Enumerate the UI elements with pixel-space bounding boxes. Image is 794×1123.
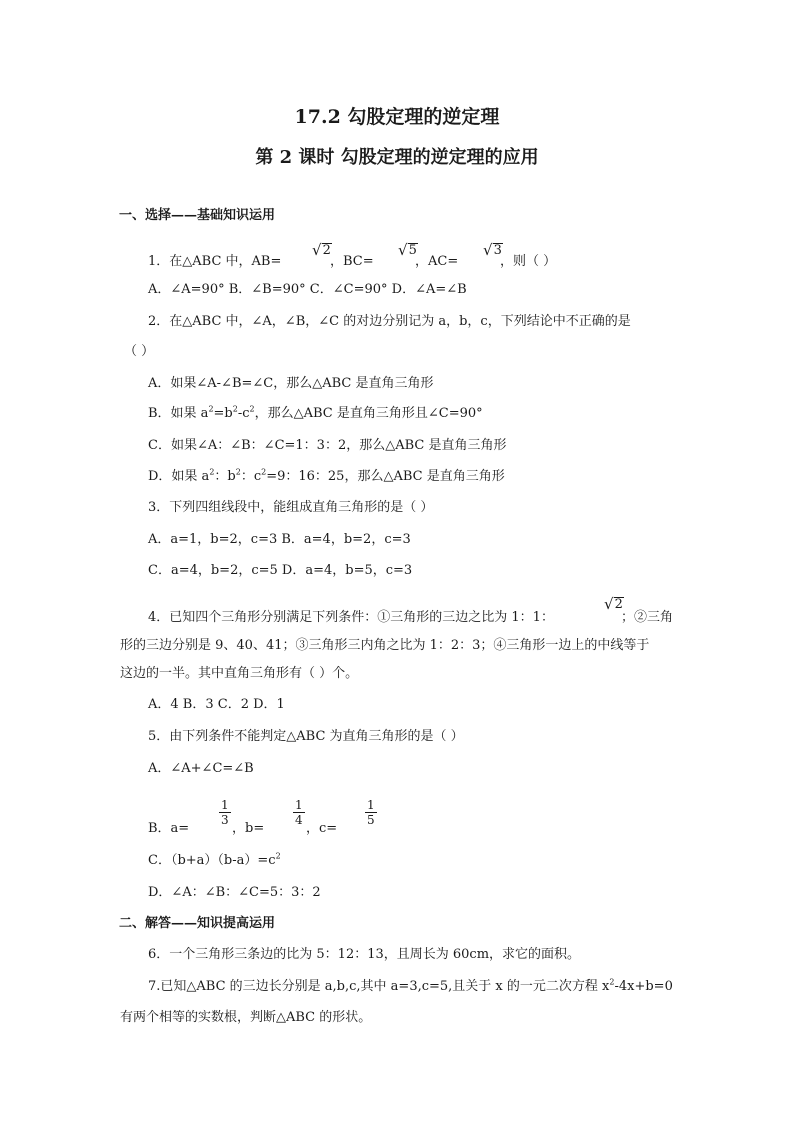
fraction-one-third: $\frac{1}{3}$ — [221, 798, 229, 827]
q2-stem: 2．在△ABC 中，∠A，∠B，∠C 的对边分别记为 a，b，c，下列结论中不正确的是 — [148, 314, 631, 329]
q4-line3: 这边的一半。其中直角三角形有（ ）个。 — [120, 666, 359, 681]
sqrt-5: √ 5 — [398, 241, 417, 259]
q2-option-d: D．如果 $a^2$：$b^2$：$c^2=9$：16：25，那么△ABC 是直角三角形 — [148, 467, 505, 484]
q4-line2: 形的三边分别是 9、40、41；③三角形三内角之比为 1：2：3；④三角形一边上的中线等于 — [120, 638, 650, 653]
q1-options: A．∠A=90° B．∠B=90° C．∠C=90° D．∠A=∠B — [148, 282, 467, 297]
q2-option-c: C．如果∠A：∠B：∠C=1：3：2，那么△ABC 是直角三角形 — [148, 438, 507, 453]
q5-option-b-part: ，b= — [232, 821, 265, 836]
question-6: 6．一个三角形三条边的比为 5：12：13，且周长为 60cm，求它的面积。 — [148, 947, 581, 962]
q7-line1: 7.已知△ABC 的三边长分别是 a,b,c,其中 a=3,c=5,且关于 x 的一元二次方程 $x^2-4x+b=0$ — [148, 977, 673, 994]
q5-option-b-label: B．a= — [148, 821, 190, 836]
fraction-one-fifth: $\frac{1}{5}$ — [367, 798, 375, 827]
page-title: 17.2 勾股定理的逆定理 — [294, 106, 500, 128]
q7-line2: 有两个相等的实数根，判断△ABC 的形状。 — [120, 1010, 372, 1025]
q5-option-a: A．∠A+∠C=∠B — [148, 761, 254, 776]
q2-option-a: A．如果∠A-∠B=∠C，那么△ABC 是直角三角形 — [148, 376, 434, 391]
q5-option-c: C．$(b+a)(b-a)=c^2$ — [148, 851, 281, 868]
section-heading-answer: 二、解答——知识提高运用 — [119, 916, 276, 931]
q1-stem-part: 1．在△ABC 中，AB= — [148, 254, 282, 269]
q3-stem: 3．下列四组线段中，能组成直角三角形的是（ ） — [148, 500, 434, 515]
sqrt-2: √ 2 — [312, 241, 331, 259]
q4-line1: 4．已知四个三角形分别满足下列条件：①三角形的三边之比为 1：1： — [148, 610, 554, 625]
q2-option-b: B．如果 $a^2=b^2-c^2$，那么△ABC 是直角三角形且∠C=90° — [148, 404, 483, 421]
q3-options-cd: C．a=4，b=2，c=5 D．a=4，b=5，c=3 — [148, 563, 413, 578]
q1-stem-part: ，则（ ） — [500, 254, 557, 269]
q1-stem-part: ，AC= — [415, 254, 459, 269]
q5-stem: 5．由下列条件不能判定△ABC 为直角三角形的是（ ） — [148, 729, 464, 744]
q4-options: A．4 B．3 C．2 D．1 — [148, 697, 285, 712]
sqrt-3: √ 3 — [483, 241, 502, 259]
page-subtitle: 第 2 课时 勾股定理的逆定理的应用 — [255, 147, 539, 168]
sqrt-2: √ 2 — [604, 595, 623, 613]
fraction-one-quarter: $\frac{1}{4}$ — [295, 798, 303, 827]
q3-options-ab: A．a=1，b=2，c=3 B．a=4，b=2，c=3 — [148, 532, 411, 547]
q4-line1-end: ；②三角 — [621, 610, 674, 625]
q5-option-d: D．∠A：∠B：∠C=5：3：2 — [148, 885, 321, 900]
q1-stem-part: ，BC= — [330, 254, 374, 269]
section-heading-choice: 一、选择——基础知识运用 — [119, 208, 276, 223]
q2-stem-bracket: （ ） — [124, 344, 155, 359]
q5-option-b-part: ，c= — [306, 821, 338, 836]
